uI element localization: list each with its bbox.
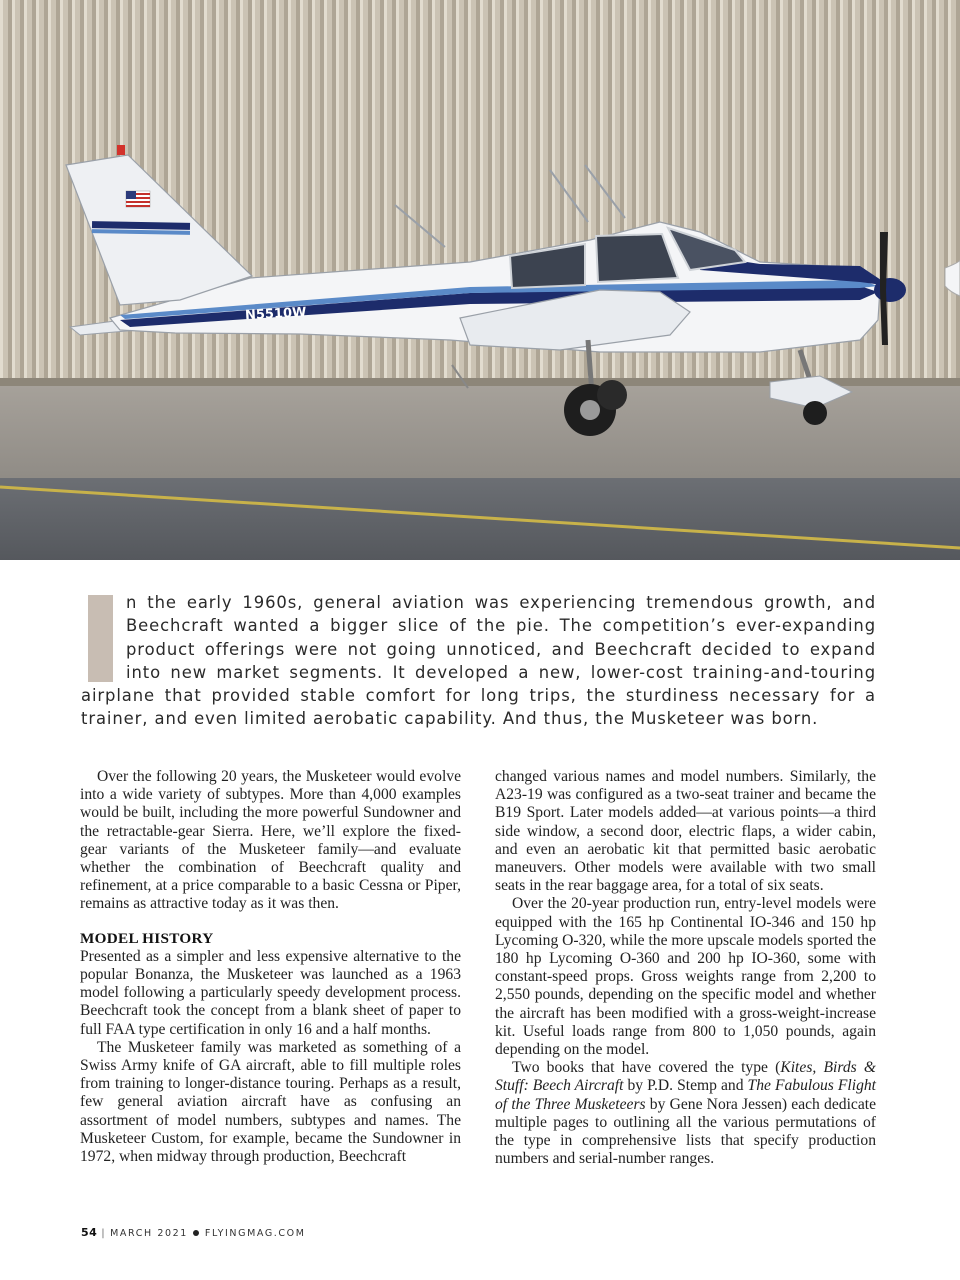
section-heading: MODEL HISTORY [80, 929, 214, 947]
intro-paragraph [81, 591, 876, 731]
page-number: 54 [81, 1226, 98, 1239]
website: FLYINGMAG.COM [204, 1228, 306, 1239]
text-run: by Gene Nora Jessen) each dedicate multiple pages to outlining all the various permutations of the type in comprehensive lists that specify production numbers and serial-number ranges. [495, 1095, 876, 1168]
paragraph: The Musketeer family was marketed as something of a Swiss Army knife of GA aircraft, able to fill multiple roles from training to longer-distance touring. Perhaps as a result, few general aviation aircraft have as confusing an assortment of model numbers, subtypes and names. The Musketeer Custom, for example, became the Sundowner in 1972, when midway through production, Beechcraft [80, 1038, 461, 1166]
paragraph: changed various names and model numbers. Similarly, the A23-19 was configured as a two-seat trainer and became the B19 Sport. Later models added—at various points—a third side window, a second door, electric flaps, a wider cabin, and even an aerobatic kit that permitted basic aerobatic maneuvers. Other models were available with two small seats in the rear baggage area, for a total of six seats. [495, 768, 876, 895]
paragraph: Over the following 20 years, the Musketeer would evolve into a wide variety of subtypes. More than 4,000 examples would be built, including the more powerful Sundowner and the retractable-gear Sierra. Here, we’ll explore the fixed-gear variants of the Musketeer family—and evaluate whether the combination of Beechcraft quality and refinement, at a price comparable to a basic Cessna or Piper, remains as attractive today as it was then. [80, 768, 461, 913]
book-title: Kites, Birds & Stuff: Beech Aircraft [495, 1059, 877, 1095]
book-title: The Fabulous Flight of the Three Musketeers [495, 1077, 876, 1113]
text-run: by P.D. Stemp and [623, 1077, 748, 1095]
page-footer [81, 1226, 306, 1239]
airplane-photo-illustration [0, 0, 960, 560]
article-column-left [80, 768, 461, 1166]
issue-date: MARCH 2021 [110, 1228, 188, 1239]
divider: | [101, 1228, 107, 1239]
flag-icon [126, 191, 150, 207]
bullet-icon [193, 1230, 199, 1236]
tail-number: N5510W [244, 305, 307, 324]
intro-text: n the early 1960s, general aviation was experiencing tremendous growth, and Beechcraft wanted a bigger slice of the pie. The competition’s ever-expanding product offerings were not going unnoticed, and Beechcraft decided to expand into new market segments. It developed a new, lower-cost training-and-touring airplane that provided stable comfort for long trips, the sturdiness necessary for a trainer, and even limited aerobatic capability. And thus, the Musketeer was born. [81, 593, 876, 729]
text-run: Two books that have covered the type ( [512, 1059, 781, 1077]
drop-cap-letter [88, 595, 113, 682]
article-column-right [495, 768, 876, 1168]
paragraph: Over the 20-year production run, entry-level models were equipped with the 165 hp Continental IO-346 and 150 hp Lycoming O-320, while the more upscale models sported the 180 hp Lycoming O-360 and 200 hp IO-360, some with constant-speed props. Gross weights range from 2,200 to 2,550 pounds, depending on the specific model and whether the aircraft has been modified with a gross-weight-increase kit. Useful loads range from 800 to 1,050 pounds, again depending on the model. [495, 895, 876, 1059]
drop-cap [88, 595, 113, 682]
paragraph: Presented as a simpler and less expensive alternative to the popular Bonanza, the Musketeer was launched as a 1963 model following a particularly speedy development process. Beechcraft took the concept from a blank sheet of paper to full FAA type certification in only 16 and a half months. [80, 947, 461, 1038]
hero-photo [0, 0, 960, 560]
paragraph [495, 1059, 876, 1168]
